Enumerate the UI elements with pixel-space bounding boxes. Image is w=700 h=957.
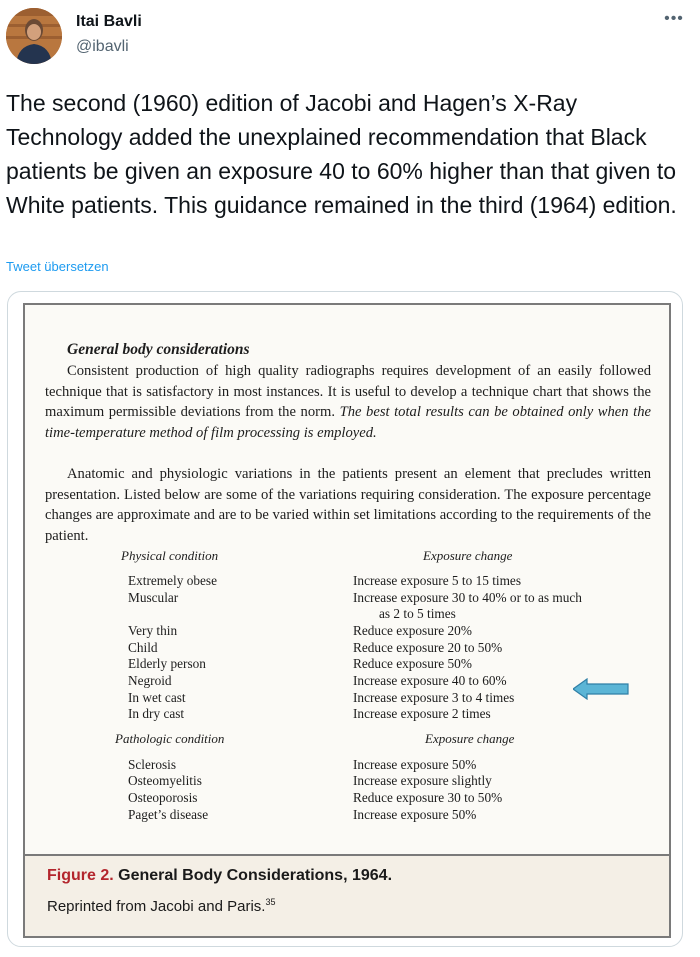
section-title: General body considerations	[67, 341, 250, 358]
physical-condition-cell: In dry cast	[128, 706, 185, 721]
tweet-media-card[interactable]	[7, 291, 683, 947]
paragraph-1-emphasis: The best total results can be obtained only when the time-temperature method of film processing is employed.	[45, 404, 651, 441]
paragraph-1	[45, 361, 651, 443]
caption-label: Figure 2.	[47, 867, 114, 884]
physical-condition-cell: In wet cast	[128, 690, 186, 705]
more-horizontal-icon: •••	[664, 10, 684, 27]
pathologic-condition-heading: Pathologic condition	[115, 731, 225, 746]
scanned-page	[25, 305, 669, 856]
pathologic-change-cell: Increase exposure 50%	[353, 757, 477, 772]
physical-change-cell: Increase exposure 40 to 60%	[353, 673, 507, 688]
physical-condition-cell: Child	[128, 640, 158, 655]
pathologic-condition-cell: Osteoporosis	[128, 790, 198, 805]
author-handle[interactable]: @ibavli	[76, 38, 129, 55]
pathologic-condition-cell: Sclerosis	[128, 757, 177, 772]
figure-frame	[23, 303, 671, 938]
physical-change-cell: Reduce exposure 50%	[353, 656, 472, 671]
physical-change-cell: Increase exposure 30 to 40% or to as much	[353, 590, 582, 605]
physical-change-cell: as 2 to 5 times	[379, 606, 456, 621]
avatar[interactable]	[6, 8, 62, 64]
physical-condition-cell: Very thin	[128, 623, 178, 638]
paragraph-2: Anatomic and physiologic variations in the patients present an element that precludes written presentation. Listed below are some of the variations requiring consideration. The exposure percentage changes are approximate and are to be varied within set limitations according to the requirements of the patient.	[45, 466, 651, 544]
physical-change-cell: Reduce exposure 20%	[353, 623, 472, 638]
more-options-button[interactable]	[660, 10, 688, 30]
pathologic-change-cell: Reduce exposure 30 to 50%	[353, 790, 503, 805]
physical-condition-cell: Muscular	[128, 590, 179, 605]
pathologic-condition-cell: Osteomyelitis	[128, 773, 202, 788]
author-name[interactable]: Itai Bavli	[76, 13, 142, 30]
pathologic-change-cell: Increase exposure 50%	[353, 807, 477, 822]
physical-condition-cell: Elderly person	[128, 656, 206, 671]
physical-change-cell: Reduce exposure 20 to 50%	[353, 640, 503, 655]
physical-condition-heading: Physical condition	[121, 548, 219, 563]
physical-condition-cell: Extremely obese	[128, 573, 217, 588]
translate-tweet-link[interactable]: Tweet übersetzen	[6, 259, 109, 274]
caption-credit	[47, 897, 275, 915]
physical-exposure-heading: Exposure change	[423, 548, 513, 563]
caption-credit-text: Reprinted from Jacobi and Paris.	[47, 898, 266, 915]
tweet-text: The second (1960) edition of Jacobi and Hagen’s X-Ray Technology added the unexplained recommendation that Black patients be given an exposure 40 to 60% higher than that given to White patients. This guidance remained in the third (1964) edition.	[6, 90, 677, 218]
caption-title: General Body Considerations, 1964.	[118, 867, 393, 884]
avatar-photo	[6, 8, 62, 64]
pathologic-change-cell: Increase exposure slightly	[353, 773, 492, 788]
caption-reference: 35	[265, 897, 276, 907]
pathologic-exposure-heading: Exposure change	[425, 731, 515, 746]
physical-change-cell: Increase exposure 3 to 4 times	[353, 690, 515, 705]
physical-condition-cell: Negroid	[128, 673, 172, 688]
blue-arrow-icon	[573, 678, 629, 700]
figure-caption	[47, 867, 392, 885]
pathologic-condition-cell: Paget’s disease	[128, 807, 209, 822]
physical-change-cell: Increase exposure 5 to 15 times	[353, 573, 522, 588]
physical-change-cell: Increase exposure 2 times	[353, 706, 491, 721]
tweet-header	[0, 0, 700, 80]
paragraph-1-text: Consistent production of high quality radiographs requires development of an easily followed technique that is satisfactory in most instances. It is useful to develop a technique chart that shows the maximum permissible deviations from the norm.	[45, 363, 651, 420]
